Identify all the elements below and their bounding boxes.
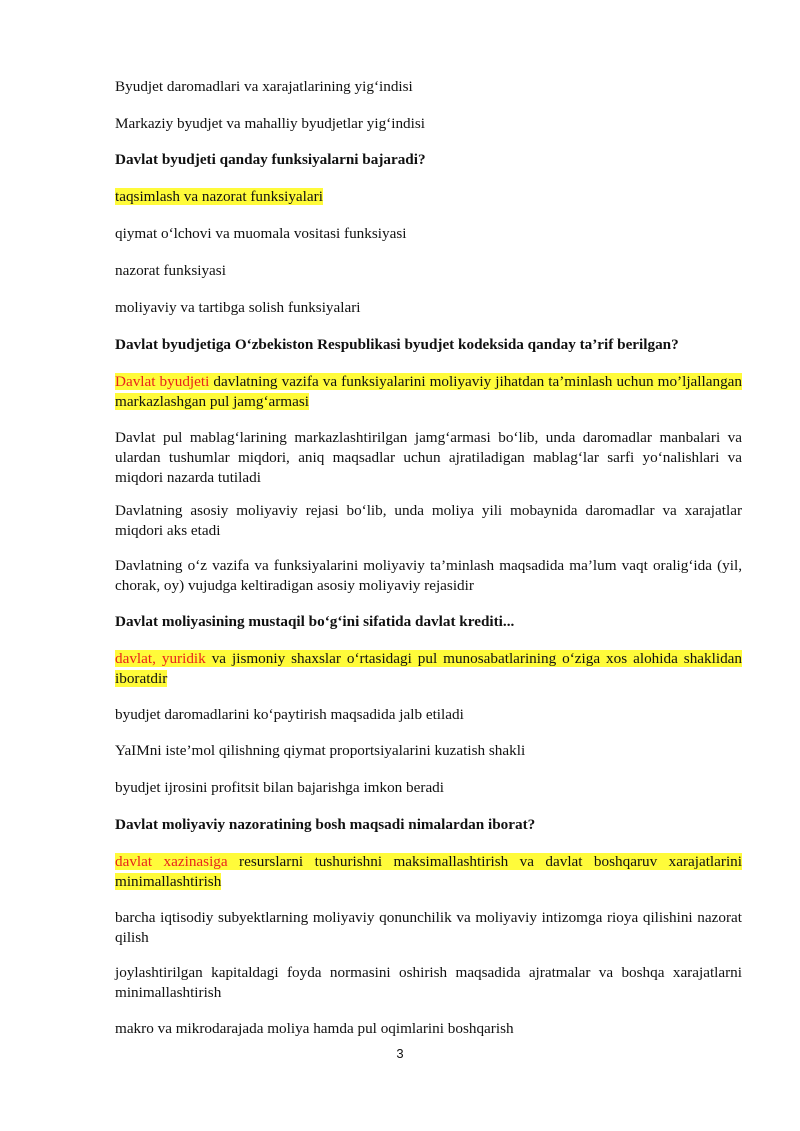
answer-highlight: taqsimlash va nazorat funksiyalari [115, 188, 323, 205]
option-text: YaIMni iste’mol qilishning qiymat proportsiyalarini kuzatish shakli [115, 742, 526, 759]
question-heading: Davlat moliyasining mustaqil bo‘g‘ini sifatida davlat krediti... [115, 613, 515, 630]
answer-keyword: davlat, yuridik [115, 650, 206, 667]
page-number: 3 [396, 1046, 404, 1061]
correct-answer [115, 649, 742, 689]
answer-highlight: va jismoniy shaxslar o‘rtasidagi pul munosabatlarining o‘ziga xos alohida shaklidan iboratdir [115, 650, 742, 687]
option-text: Davlatning asosiy moliyaviy rejasi bo‘lib, unda moliya yili mobaynida daromadlar va xarajatlar miqdori aks etadi [115, 502, 742, 539]
option-text: Byudjet daromadlari va xarajatlarining yig‘indisi [115, 78, 413, 95]
option-text: Davlatning o‘z vazifa va funksiyalarini moliyaviy ta’minlash maqsadida ma’lum vaqt oralig‘ida (yil, chorak, oy) vujudga keltiradigan asosiy moliyaviy rejasidir [115, 557, 742, 594]
question-heading: Davlat moliyaviy nazoratining bosh maqsadi nimalardan iborat? [115, 816, 536, 833]
option-text: nazorat funksiyasi [115, 262, 226, 279]
option-text: moliyaviy va tartibga solish funksiyalari [115, 299, 361, 316]
answer-highlight: resurslarni tushurishni maksimallashtirish va davlat boshqaruv xarajatlarini minimallashtirish [115, 853, 742, 890]
question-heading: Davlat byudjetiga O‘zbekiston Respublikasi byudjet kodeksida qanday ta’rif berilgan? [115, 336, 679, 353]
answer-highlight: davlatning vazifa va funksiyalarini moliyaviy jihatdan ta’minlash uchun mo’ljallangan markazlashgan pul jamg‘armasi [115, 373, 742, 410]
option-text: byudjet daromadlarini ko‘paytirish maqsadida jalb etiladi [115, 706, 464, 723]
correct-answer [115, 187, 742, 207]
option-text: byudjet ijrosini profitsit bilan bajarishga imkon beradi [115, 779, 445, 796]
option-text: qiymat o‘lchovi va muomala vositasi funksiyasi [115, 225, 407, 242]
answer-keyword: davlat xazinasiga [115, 853, 228, 870]
option-text: barcha iqtisodiy subyektlarning moliyaviy qonunchilik va moliyaviy intizomga rioya qilishini nazorat qilish [115, 909, 742, 946]
answer-keyword: Davlat byudjeti [115, 373, 210, 390]
option-text: Markaziy byudjet va mahalliy byudjetlar yig‘indisi [115, 115, 426, 132]
option-text: joylashtirilgan kapitaldagi foyda normasini oshirish maqsadida ajratmalar va boshqa xarajatlarni minimallashtirish [115, 964, 742, 1001]
question-heading: Davlat byudjeti qanday funksiyalarni bajaradi? [115, 151, 426, 168]
correct-answer [115, 372, 742, 412]
correct-answer [115, 852, 742, 892]
option-text: makro va mikrodarajada moliya hamda pul oqimlarini boshqarish [115, 1020, 514, 1037]
option-text: Davlat pul mablag‘larining markazlashtirilgan jamg‘armasi bo‘lib, unda daromadlar manbalari va ulardan tushumlar miqdori, aniq maqsadlar uchun ajratiladigan mablag‘lar sarfi yo‘nalishlari va miqdori nazarda tutiladi [115, 429, 742, 486]
